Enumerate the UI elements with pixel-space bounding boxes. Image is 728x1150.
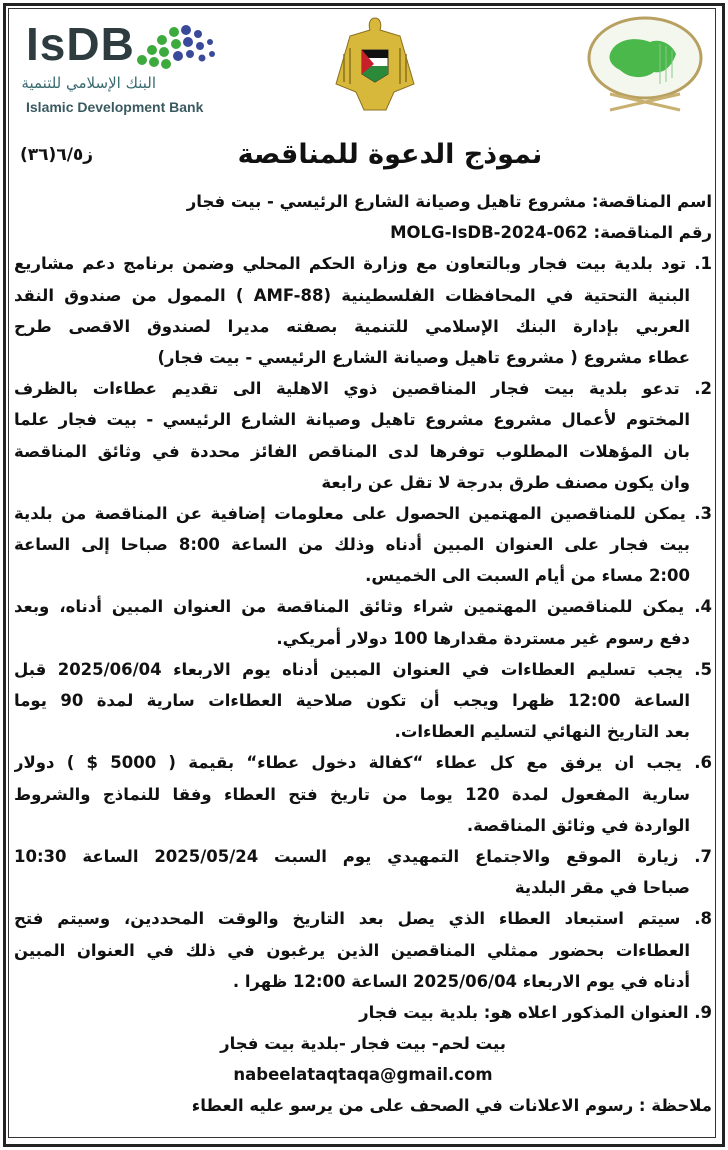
tender-item-1 xyxy=(14,248,712,373)
tender-item-2 xyxy=(14,373,712,498)
tender-item-9 xyxy=(14,997,712,1028)
item-line: 2:00 مساء من أيام السبت الى الخميس. xyxy=(365,566,690,586)
item-line: 6. يجب ان يرفق مع كل عطاء “كفالة دخول عطاء“ بقيمة ( 5000 $ ) دولار xyxy=(14,753,712,773)
tender-item-5 xyxy=(14,654,712,748)
email-line xyxy=(14,1059,712,1090)
logo-bar xyxy=(0,0,728,140)
tender-item-3 xyxy=(14,498,712,592)
isdb-logo-english: Islamic Development Bank xyxy=(26,99,204,115)
contact-email[interactable]: nabeelataqtaqa@gmail.com xyxy=(233,1065,493,1085)
item-line: أدناه في يوم الاربعاء 2025/06/04 الساعة 12:00 ظهرا . xyxy=(232,971,690,991)
tender-name: اسم المناقصة: مشروع تاهيل وصيانة الشارع الرئيسي - بيت فجار xyxy=(186,192,712,211)
item-line: بان المؤهلات المطلوب توفرها لدى المناقص الفائز محددة في وثائق المناقصة xyxy=(14,441,690,461)
isdb-logo-arabic: البنك الإسلامي للتنمية xyxy=(21,74,156,92)
tender-notice-body xyxy=(14,186,712,1122)
item-line: 2. تدعو بلدية بيت فجار المناقصين ذوي الاهلية الى تقديم عطاءات بالظرف xyxy=(14,379,712,399)
item-line: دفع رسوم غير مستردة مقدارها 100 دولار أمريكي. xyxy=(276,628,690,648)
tender-item-4 xyxy=(14,591,712,653)
tender-items xyxy=(14,248,712,1028)
title-row xyxy=(0,135,728,185)
item-line: بعد التاريخ النهائي لتسليم العطاءات. xyxy=(394,722,690,742)
address: بيت لحم- بيت فجار -بلدية بيت فجار xyxy=(220,1034,506,1054)
item-line: 9. العنوان المذكور اعلاه هو: بلدية بيت فجار xyxy=(359,1002,712,1022)
item-line: 7. زيارة الموقع والاجتماع التمهيدي يوم السبت 2025/05/24 الساعة 10:30 xyxy=(14,846,712,866)
item-line: صباحا في مقر البلدية xyxy=(514,878,690,898)
page-title: نموذج الدعوة للمناقصة xyxy=(237,139,543,170)
tender-item-6 xyxy=(14,747,712,841)
ad-reference-code: ز٦/٥(٣٦) xyxy=(20,145,94,165)
item-line: عطاء مشروع ( مشروع تاهيل وصيانة الشارع الرئيسي - بيت فجار) xyxy=(157,347,690,367)
isdb-globe-icon xyxy=(130,20,230,70)
item-line: العطاءات بحضور ممثلي المناقصين الذين يرغبون في ذلك في العنوان المبين xyxy=(14,940,690,960)
item-line: 8. سيتم استبعاد العطاء الذي يصل بعد التاريخ والوقت المحددين، وسيتم فتح xyxy=(14,909,712,929)
item-line: 4. يمكن للمناقصين المهتمين شراء وثائق المناقصة من العنوان المبين أدناه، وبعد xyxy=(14,597,712,617)
item-line: المختوم لأعمال مشروع مشروع تاهيل وصيانة الشارع الرئيسي - بيت فجار علما xyxy=(14,410,690,430)
item-line: 1. تود بلدية بيت فجار وبالتعاون مع وزارة الحكم المحلي وضمن برنامج دعم مشاريع xyxy=(14,254,712,274)
item-line: البنية التحتية في المحافظات الفلسطينية (AMF-88 ) الممول من صندوق النقد xyxy=(14,285,690,305)
item-line: سارية المفعول لمدة 120 يوما من تاريخ فتح العطاء وفقا للنماذج والشروط xyxy=(14,784,690,804)
tender-item-8 xyxy=(14,903,712,997)
item-line: الواردة في وثائق المناقصة. xyxy=(466,815,690,835)
item-line: وان يكون مصنف طرق بدرجة لا تقل عن رابعة xyxy=(321,472,690,492)
item-line: العربي بإدارة البنك الإسلامي للتنمية بصفته مديرا لصندوق الاقصى طرح xyxy=(14,316,690,336)
palestine-eagle-emblem-icon xyxy=(330,14,420,114)
item-line: 5. يجب تسليم العطاءات في العنوان المبين أدناه يوم الاربعاء 2025/06/04 قبل xyxy=(14,659,712,679)
arab-monetary-fund-logo xyxy=(580,14,710,114)
tender-item-7 xyxy=(14,841,712,903)
note: ملاحظة : رسوم الاعلانات في الصحف على من يرسو عليه العطاء xyxy=(191,1096,712,1116)
isdb-logo-title: IsDB xyxy=(26,18,135,70)
item-line: الساعة 12:00 ظهرا ويجب أن تكون صلاحية العطاءات سارية لمدة 90 يوما xyxy=(14,691,691,710)
item-line: 3. يمكن للمناقصين المهتمين الحصول على معلومات إضافية عن المناقصة من بلدية xyxy=(14,503,712,523)
tender-number: رقم المناقصة: MOLG-IsDB-2024-062 xyxy=(390,223,712,243)
isdb-logo xyxy=(21,18,226,124)
item-line: بيت فجار على العنوان المبين أدناه وذلك من الساعة 8:00 صباحا إلى الساعة xyxy=(14,535,691,555)
